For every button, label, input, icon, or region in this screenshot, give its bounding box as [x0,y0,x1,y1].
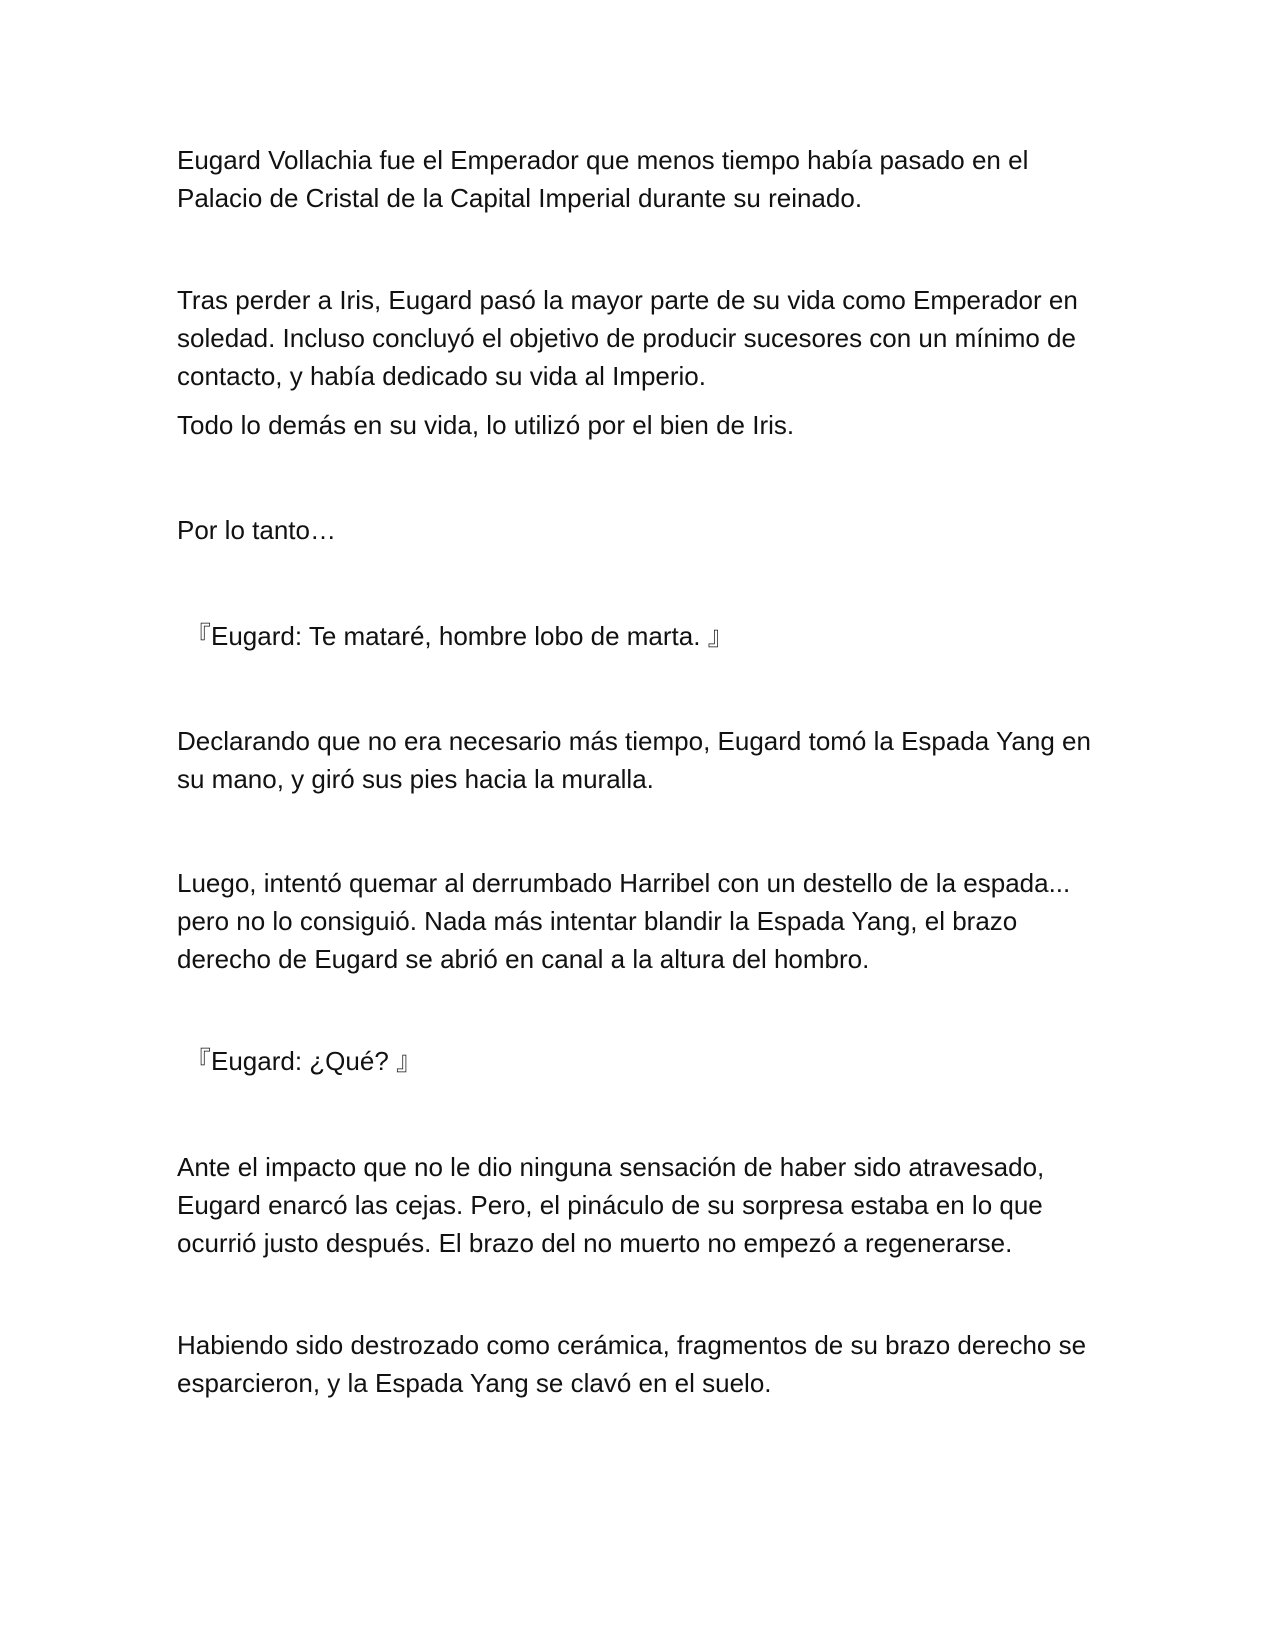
paragraph-8-line-1: Habiendo sido destrozado como cerámica, fragmentos de su brazo derecho se [177,1330,1087,1360]
paragraph-5-line-1: Declarando que no era necesario más tiempo, Eugard tomó la Espada Yang en [177,726,1091,756]
dialogue-2 [185,1042,1125,1080]
paragraph-8-line-2: esparcieron, y la Espada Yang se clavó en el suelo. [177,1368,772,1398]
paragraph-2-line-1: Tras perder a Iris, Eugard pasó la mayor parte de su vida como Emperador en [177,285,1078,315]
paragraph-8 [177,1326,1117,1402]
paragraph-6-line-3: derecho de Eugard se abrió en canal a la altura del hombro. [177,944,870,974]
dialogue-1 [185,617,1125,655]
paragraph-7-line-3: ocurrió justo después. El brazo del no muerto no empezó a regenerarse. [177,1228,1013,1258]
paragraph-6 [177,864,1117,978]
paragraph-6-line-2: pero no lo consiguió. Nada más intentar blandir la Espada Yang, el brazo [177,906,1018,936]
paragraph-1-line-1: Eugard Vollachia fue el Emperador que menos tiempo había pasado en el [177,145,1029,175]
paragraph-7-line-2: Eugard enarcó las cejas. Pero, el pináculo de su sorpresa estaba en lo que [177,1190,1043,1220]
paragraph-7 [177,1148,1117,1262]
paragraph-3 [177,406,1117,444]
paragraph-2-line-3: contacto, y había dedicado su vida al Imperio. [177,361,706,391]
dialogue-2-line-1: 『Eugard: ¿Qué? 』 [185,1046,422,1076]
paragraph-3-line-1: Todo lo demás en su vida, lo utilizó por el bien de Iris. [177,410,795,440]
paragraph-6-line-1: Luego, intentó quemar al derrumbado Harribel con un destello de la espada... [177,868,1071,898]
paragraph-2-line-2: soledad. Incluso concluyó el objetivo de producir sucesores con un mínimo de [177,323,1076,353]
dialogue-1-line-1: 『Eugard: Te mataré, hombre lobo de marta. 』 [185,621,734,651]
paragraph-1 [177,141,1117,217]
paragraph-4-line-1: Por lo tanto… [177,515,336,545]
paragraph-5 [177,722,1117,798]
paragraph-2 [177,281,1117,395]
paragraph-5-line-2: su mano, y giró sus pies hacia la muralla. [177,764,654,794]
paragraph-7-line-1: Ante el impacto que no le dio ninguna sensación de haber sido atravesado, [177,1152,1045,1182]
paragraph-1-line-2: Palacio de Cristal de la Capital Imperial durante su reinado. [177,183,863,213]
paragraph-4 [177,511,1117,549]
